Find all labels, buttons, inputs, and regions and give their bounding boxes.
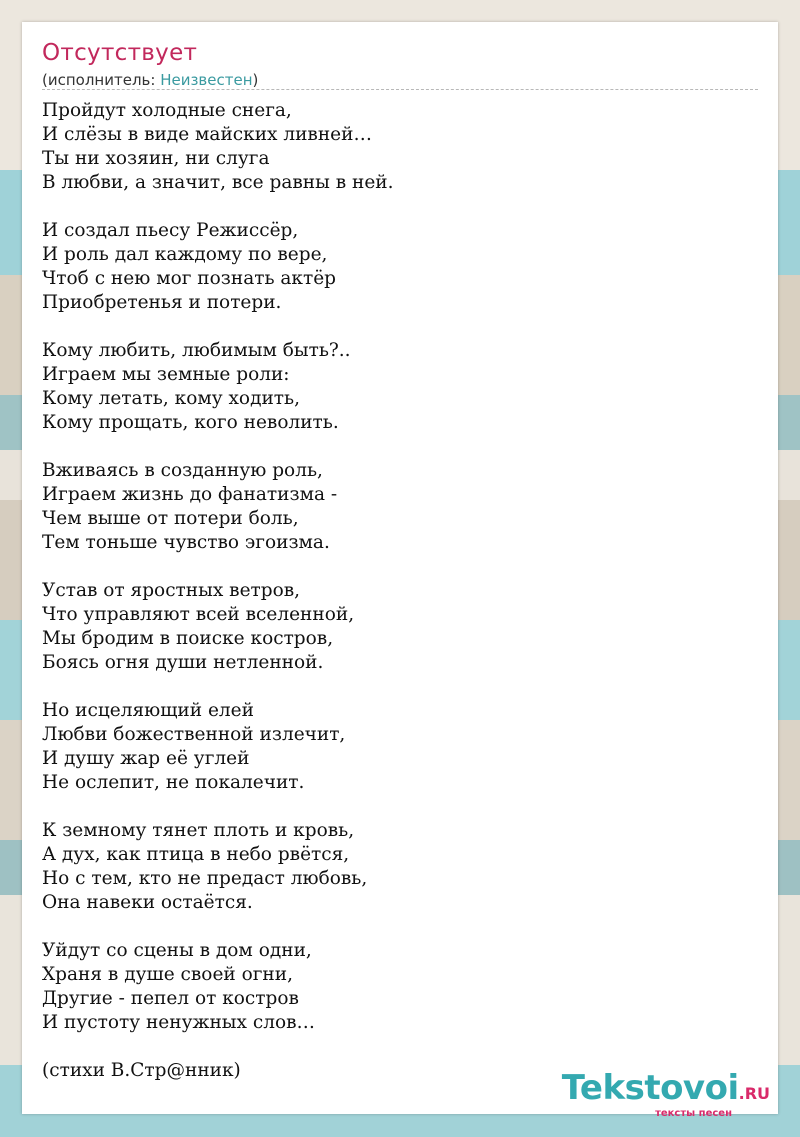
lyric-line: Но исцеляющий елей (42, 700, 254, 721)
lyric-line: Мы бродим в поиске костров, (42, 628, 334, 649)
performer-line (42, 71, 258, 89)
lyric-line: Тем тоньше чувство эгоизма. (42, 532, 330, 553)
lyric-line: И душу жар её углей (42, 748, 250, 769)
performer-suffix: ) (252, 71, 259, 89)
lyric-line: И пустоту ненужных слов… (42, 1012, 316, 1033)
lyric-line: Кому летать, кому ходить, (42, 388, 300, 409)
logo-slogan: тексты песен (655, 1108, 732, 1119)
lyric-line: К земному тянет плоть и кровь, (42, 820, 355, 841)
song-title: Отсутствует (42, 40, 198, 66)
performer-prefix: (исполнитель: (42, 71, 161, 89)
stanza (42, 219, 394, 315)
lyrics-card (22, 22, 778, 1119)
lyric-line: Любви божественной излечит, (42, 724, 346, 745)
stanza (42, 339, 394, 435)
lyric-line: Но с тем, кто не предаст любовь, (42, 868, 368, 889)
lyric-line: Вживаясь в созданную роль, (42, 460, 323, 481)
lyric-line: Пройдут холодные снега, (42, 100, 292, 121)
lyric-line: И слёзы в виде майских ливней… (42, 124, 372, 145)
stanza (42, 99, 394, 195)
lyrics-body (42, 99, 394, 1083)
lyric-line: Другие - пепел от костров (42, 988, 299, 1009)
lyrics-credit: (стихи В.Стр@нник) (42, 1060, 241, 1081)
lyric-line: Кому прощать, кого неволить. (42, 412, 339, 433)
lyric-line: Играем жизнь до фанатизма - (42, 484, 338, 505)
lyric-line: Приобретенья и потери. (42, 292, 282, 313)
lyric-line: Ты ни хозяин, ни слуга (42, 148, 270, 169)
lyric-line: Что управляют всей вселенной, (42, 604, 355, 625)
logo-tld: .RU (738, 1084, 770, 1103)
stanza (42, 579, 394, 675)
lyric-line: Устав от яростных ветров, (42, 580, 301, 601)
artist-link[interactable]: Неизвестен (160, 71, 253, 89)
logo-brand: Tekstovoi (561, 1068, 739, 1108)
lyric-line: Храня в душе своей огни, (42, 964, 293, 985)
lyric-line: Уйдут со сцены в дом одни, (42, 940, 312, 961)
stanza (42, 459, 394, 555)
lyric-line: А дух, как птица в небо рвётся, (42, 844, 350, 865)
lyric-line: И роль дал каждому по вере, (42, 244, 328, 265)
lyric-line: Кому любить, любимым быть?.. (42, 340, 351, 361)
stanza (42, 819, 394, 915)
lyric-line: Не ослепит, не покалечит. (42, 772, 305, 793)
lyric-line: Играем мы земные роли: (42, 364, 290, 385)
stanza (42, 699, 394, 795)
lyric-line: Она навеки остаётся. (42, 892, 253, 913)
lyric-line: Чтоб с нею мог познать актёр (42, 268, 337, 289)
lyric-line: В любви, а значит, все равны в ней. (42, 172, 394, 193)
lyric-line: И создал пьесу Режиссёр, (42, 220, 299, 241)
lyric-line: Чем выше от потери боль, (42, 508, 299, 529)
title-divider (42, 89, 758, 90)
stanza (42, 939, 394, 1035)
site-logo[interactable] (561, 1068, 770, 1119)
lyric-line: Боясь огня души нетленной. (42, 652, 324, 673)
